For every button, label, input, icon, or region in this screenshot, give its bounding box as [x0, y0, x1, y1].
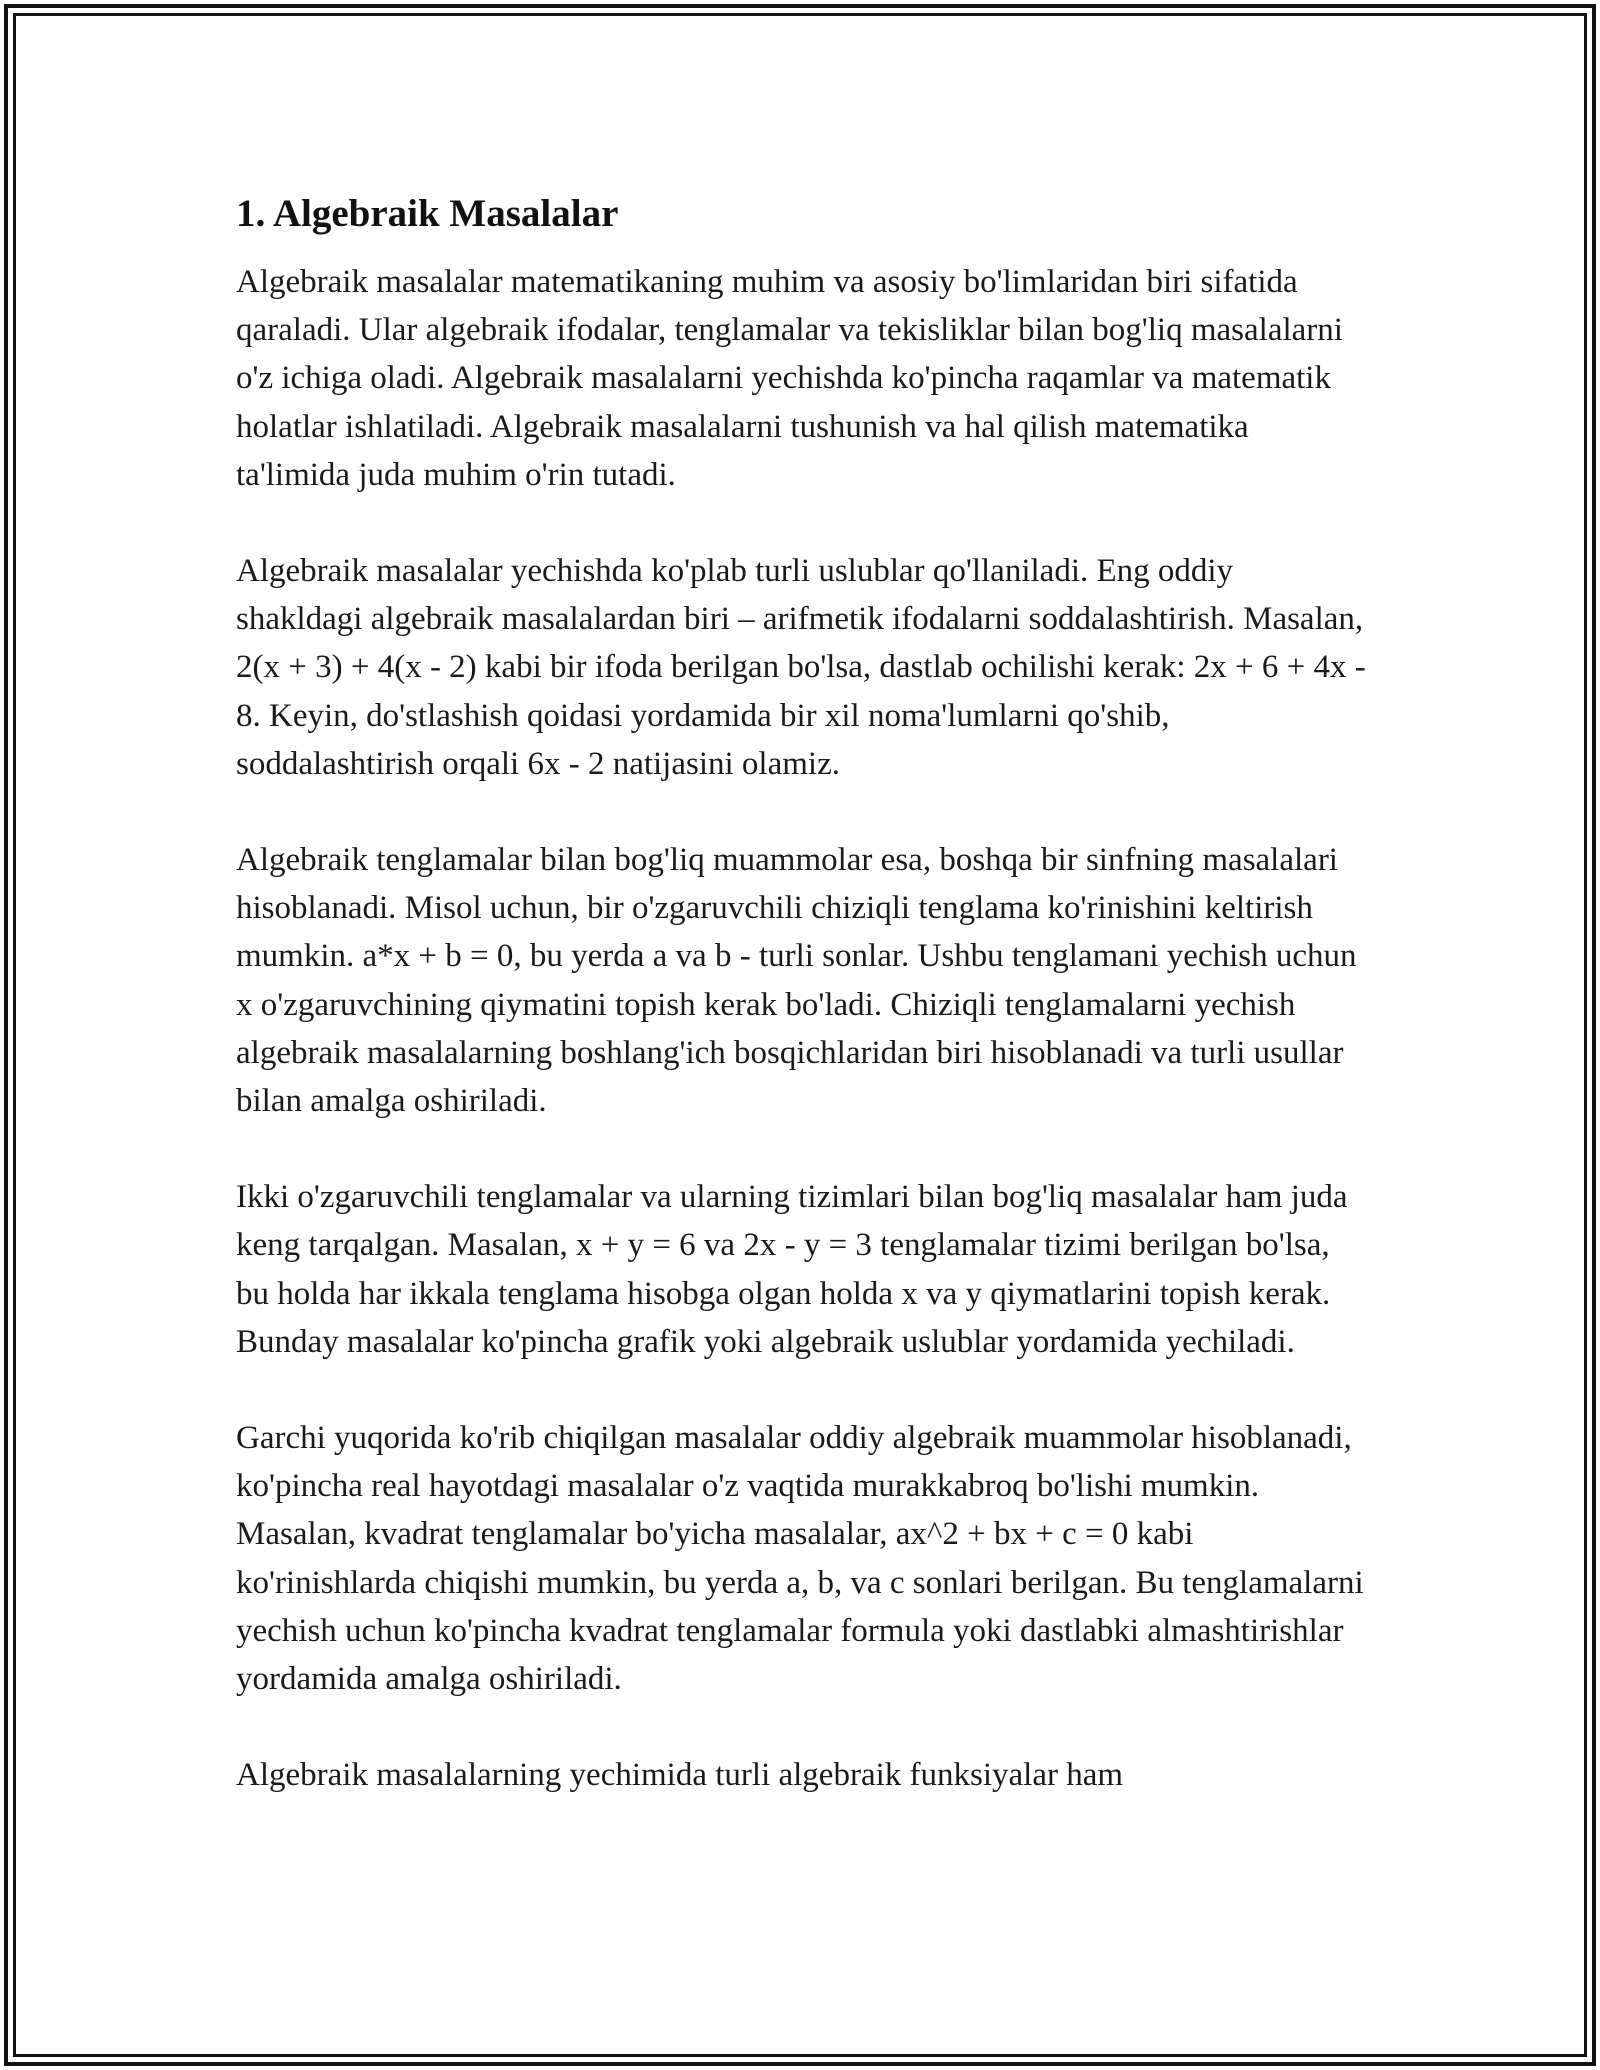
- document-body: [236, 188, 1366, 1799]
- paragraph-linear-equations: Algebraik tenglamalar bilan bog'liq muammolar esa, boshqa bir sinfning masalalari hisoblanadi. Misol uchun, bir o'zgaruvchili chiziqli tenglama ko'rinishini keltirish mumkin. a*x + b = 0, bu yerda a va b - turli sonlar. Ushbu tenglamani yechish uchun x o'zgaruvchining qiymatini topish kerak bo'ladi. Chiziqli tenglamalarni yechish algebraik masalalarning boshlang'ich bosqichlaridan biri hisoblanadi va turli usullar bilan amalga oshiriladi.: [236, 842, 1357, 1120]
- paragraph-functions: Algebraik masalalarning yechimida turli algebraik funksiyalar ham: [236, 1757, 1124, 1794]
- paragraph-intro: Algebraik masalalar matematikaning muhim va asosiy bo'limlaridan biri sifatida qaraladi. Ular algebraik ifodalar, tenglamalar va tekisliklar bilan bog'liq masalalarni o'z ichiga oladi. Algebraik masalalarni yechishda ko'pincha raqamlar va matematik holatlar ishlatiladi. Algebraik masalalarni tushunish va hal qilish matematika ta'limida juda muhim o'rin tutadi.: [236, 264, 1343, 493]
- section-heading: 1. Algebraik Masalalar: [236, 192, 619, 235]
- paragraph-systems: Ikki o'zgaruvchili tenglamalar va ularning tizimlari bilan bog'liq masalalar ham juda keng tarqalgan. Masalan, x + y = 6 va 2x - y = 3 tenglamalar tizimi berilgan bo'lsa, bu holda har ikkala tenglama hisobga olgan holda x va y qiymatlarini topish kerak. Bunday masalalar ko'pincha grafik yoki algebraik uslublar yordamida yechiladi.: [236, 1179, 1348, 1360]
- paragraph-simplification: Algebraik masalalar yechishda ko'plab turli uslublar qo'llaniladi. Eng oddiy shakldagi algebraik masalalardan biri – arifmetik ifodalarni soddalashtirish. Masalan, 2(x + 3) + 4(x - 2) kabi bir ifoda berilgan bo'lsa, dastlab ochilishi kerak: 2x + 6 + 4x - 8. Keyin, do'stlashish qoidasi yordamida bir xil noma'lumlarni qo'shib, soddalashtirish orqali 6x - 2 natijasini olamiz.: [236, 553, 1366, 782]
- paragraph-quadratic: Garchi yuqorida ko'rib chiqilgan masalalar oddiy algebraik muammolar hisoblanadi, ko'pincha real hayotdagi masalalar o'z vaqtida murakkabroq bo'lishi mumkin. Masalan, kvadrat tenglamalar bo'yicha masalalar, ax^2 + bx + c = 0 kabi ko'rinishlarda chiqishi mumkin, bu yerda a, b, va c sonlari berilgan. Bu tenglamalarni yechish uchun ko'pincha kvadrat tenglamalar formula yoki dastlabki almashtirishlar yordamida amalga oshiriladi.: [236, 1420, 1364, 1698]
